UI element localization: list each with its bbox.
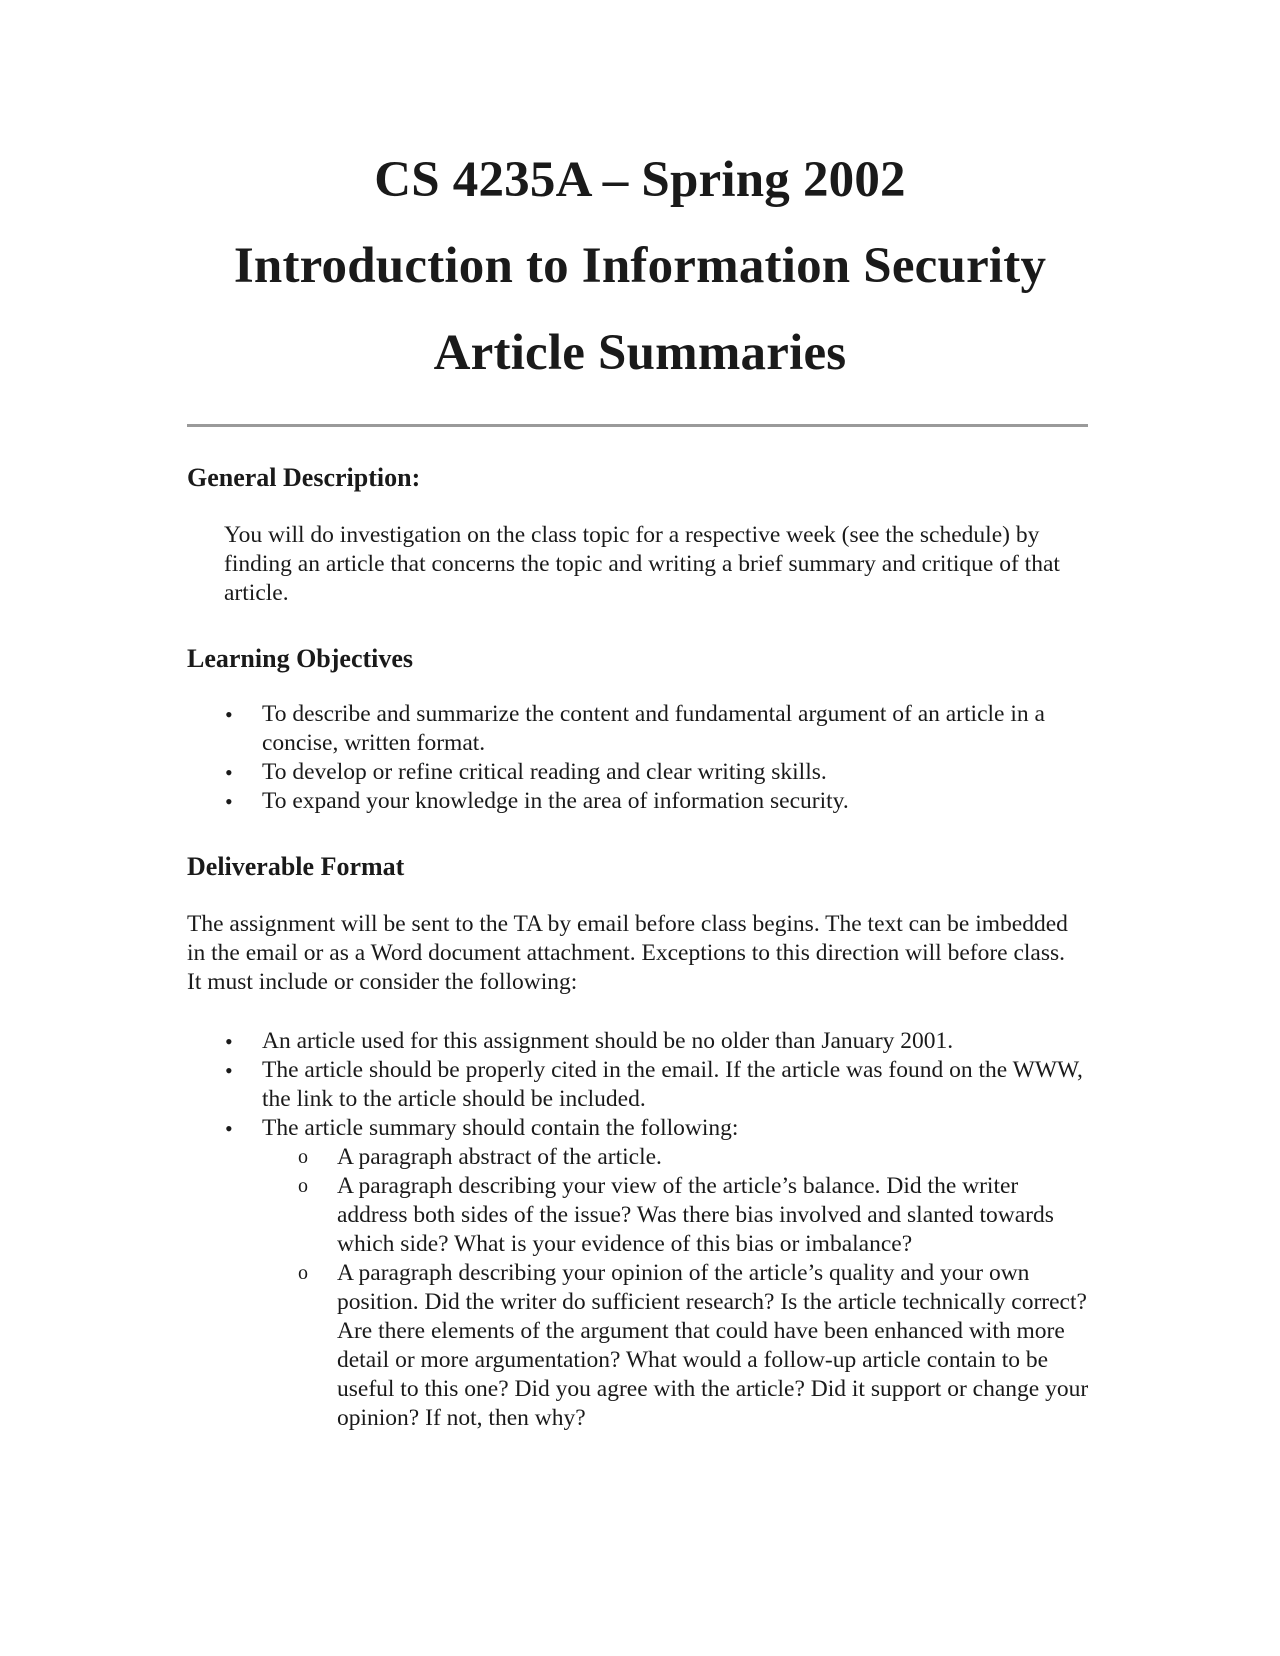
course-title: CS 4235A – Spring 2002 — [374, 152, 906, 208]
list-item — [225, 1114, 1092, 1433]
learning-objectives-heading: Learning Objectives — [187, 644, 414, 673]
deliverable-item-text: The article should be properly cited in the email. If the article was found on the WWW, the link to the article should be included. — [262, 1057, 1083, 1112]
bullet-icon: • — [225, 1116, 233, 1141]
list-item — [225, 787, 1092, 816]
bullet-icon: • — [225, 702, 233, 727]
list-item — [225, 1027, 1092, 1056]
deliverable-item-text: The article summary should contain the following: — [262, 1115, 739, 1141]
deliverable-intro-text: The assignment will be sent to the TA by email before class begins. The text can be imbedded in the email or as a Word document attachment. Exceptions to this direction will before class. It must include or consider the following: — [187, 911, 1068, 995]
list-item — [298, 1172, 1092, 1259]
summary-requirements-list — [262, 1143, 1092, 1433]
horizontal-divider — [187, 424, 1088, 427]
document-title: Article Summaries — [433, 325, 847, 381]
summary-requirement-text: A paragraph describing your opinion of the article’s quality and your own position. Did the writer do sufficient research? Is the article technically correct? Are there elements of the argument that could have been enhanced with more detail or more argumentation? What would a follow-up article contain to be useful to this one? Did you agree with the article? Did it support or change your opinion? If not, then why? — [337, 1260, 1089, 1431]
summary-requirement-text: A paragraph describing your view of the article’s balance. Did the writer address both sides of the issue? Was there bias involved and slanted towards which side? What is your evidence of this bias or imbalance? — [337, 1173, 1054, 1257]
deliverable-item-text: An article used for this assignment should be no older than January 2001. — [262, 1028, 954, 1054]
bullet-icon: • — [225, 789, 233, 814]
general-description-text: You will do investigation on the class topic for a respective week (see the schedule) by finding an article that concerns the topic and writing a brief summary and critique of that article. — [224, 522, 1060, 606]
summary-requirement-text: A paragraph abstract of the article. — [337, 1144, 662, 1170]
list-item — [298, 1259, 1092, 1433]
sub-bullet-icon: o — [298, 1175, 308, 1197]
list-item — [225, 758, 1092, 787]
objectives-list — [225, 700, 1092, 816]
bullet-icon: • — [225, 1058, 233, 1083]
objective-text: To expand your knowledge in the area of information security. — [262, 788, 849, 814]
deliverable-format-heading: Deliverable Format — [187, 852, 405, 881]
objective-text: To describe and summarize the content and fundamental argument of an article in a concise, written format. — [262, 701, 1045, 756]
list-item — [225, 700, 1092, 758]
deliverable-list — [225, 1027, 1092, 1433]
list-item — [225, 1056, 1092, 1114]
objective-text: To develop or refine critical reading and clear writing skills. — [262, 759, 827, 785]
list-item — [298, 1143, 1092, 1172]
sub-bullet-icon: o — [298, 1146, 308, 1168]
sub-bullet-icon: o — [298, 1262, 308, 1284]
course-subtitle: Introduction to Information Security — [233, 238, 1047, 294]
general-description-heading: General Description: — [187, 463, 421, 492]
bullet-icon: • — [225, 760, 233, 785]
bullet-icon: • — [225, 1029, 233, 1054]
